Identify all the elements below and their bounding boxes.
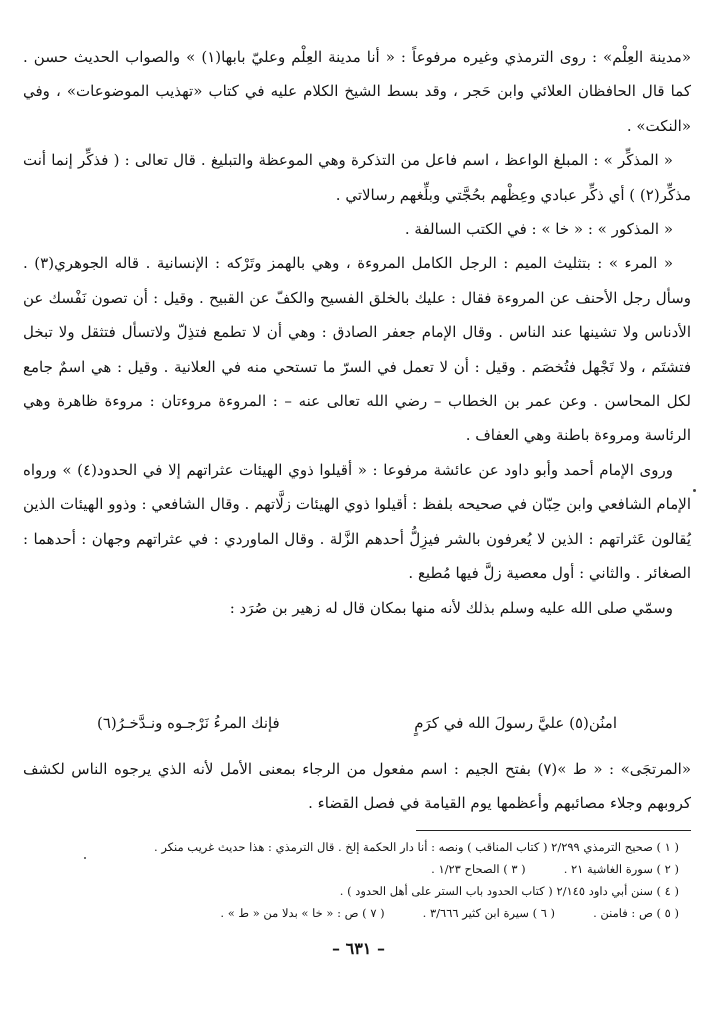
paragraph-hadith-aqilu: وروى الإمام أحمد وأبو داود عن عائشة مرفوعا : « أقيلوا ذوي الهيئات عثراتهم إلا في الحدود(٤) » ورواه الإمام الشافعي وابن حِبّان في صحيحه بلفظ : أقيلوا ذوي الهيئات زلَّاتهم . وقال الشافعي : وذوو الهيئات الذين يُقالون عَثراتهم : الذين لا يُعرفون بالشر فيزِلُّ أحدهم الزَّلة . وقال الماوردي : في عثراتهم وجهان : أحدهما : الصغائر . والثاني : أول معصية زلَّ فيها مُطيع . xyxy=(23,460,691,583)
paragraph-verse-intro: وسمّي صلى الله عليه وسلم بذلك لأنه منها بمكان قال له زهير بن صُرَد : xyxy=(229,598,673,617)
poetry-verse xyxy=(97,708,617,738)
entry-al-madhkur: « المذكور » : « خا » : في الكتب السالفة . xyxy=(404,220,673,239)
page-number: – ٦٣١ – xyxy=(332,939,385,958)
footnote-2: ( ٢ ) سورة الغاشية ٢١ . xyxy=(563,862,679,876)
entry-al-mudhakkir: « المذكِّر » : المبلغ الواعظ ، اسم فاعل من التذكرة وهي الموعظة والتبليغ . قال تعالى : ( فذكِّر إنما أنت مذكِّر(٢) ) أي ذكِّر عبادي وعِظْهم بحُجَّتي وبلِّغهم رسالاتي . xyxy=(23,151,691,204)
footnote-3: ( ٣ ) الصحاح ١/٢٣ . xyxy=(431,862,526,876)
scan-speck xyxy=(84,857,86,859)
verse-second-hemistich: فإنك المرءُ نَرْجـوه ونـدَّخـرُ(٦) xyxy=(97,714,280,732)
footnote-1: ( ١ ) صحيح الترمذي ٢/٢٩٩ ( كتاب المناقب ) ونصه : أنا دار الحكمة إلخ . قال الترمذي : هذا حديث غريب منكر . xyxy=(154,840,679,854)
main-text xyxy=(23,40,691,625)
entry-al-murtaja-text: «المرتجَى» : « ط »(٧) بفتح الجيم : اسم مفعول من الرجاء بمعنى الأمل لأنه الذي يرجوه الناس لكشف كروبهم وجلاء مصائبهم وأعظمها يوم القيامة في فصل القضاء . xyxy=(23,760,691,813)
entry-madinat-al-ilm: «مدينة العِلْم» : روى الترمذي وغيره مرفوعاً : « أنا مدينة العِلْم وعليّ بابها(١) » والصواب الحديث حسن . كما قال الحافظان العلائي وابن حَجر ، وقد بسط الشيخ الكلام عليه في كتاب «تهذيب الموضوعات» ، وفي «النكت» . xyxy=(23,48,691,135)
footnote-6: ( ٦ ) سيرة ابن كثير ٣/٦٦٦ . xyxy=(422,906,556,920)
footnotes xyxy=(39,836,679,924)
verse-first-hemistich: امنُن(٥) عليَّ رسولَ الله في كرَمٍ xyxy=(414,714,617,732)
entry-al-murtaja xyxy=(23,752,691,821)
footnote-divider xyxy=(416,830,691,831)
scan-speck xyxy=(693,489,696,492)
footnote-4: ( ٤ ) سنن أبي داود ٢/١٤٥ ( كتاب الحدود باب الستر على أهل الحدود ) . xyxy=(339,884,679,898)
footnote-5: ( ٥ ) ص : فامنن . xyxy=(593,906,679,920)
footnote-7: ( ٧ ) ص : « خا » بدلا من « ط » . xyxy=(220,906,385,920)
entry-al-mar: « المرء » : بتثليث الميم : الرجل الكامل المروءة ، وهي بالهمز وتَرْكه : الإنسانية . قاله الجوهري(٣) . وسأل رجل الأحنف عن المروءة فقال : عليك بالخلق الفسيح والكفّ عن القبيح . وقيل : أن تصون نَفْسك عن الأدناس ولا تشينها عند الناس . وقال الإمام جعفر الصادق : وهي أن لا تطمع فتذِلّ ولاتسأل فتثقل ولا تبخل فتشتَم ، ولا تَجْهل فتُخصَم . وقيل : أن لا تعمل في السرّ ما تستحي منه في العلانية . وقيل : هي اسمٌ جامع لكل المحاسن . وعن عمر بن الخطاب – رضي الله تعالى عنه – : المروءة مروءتان : مروءة ظاهرة وهي الرئاسة ومروءة باطنة وهي العفاف . xyxy=(23,254,692,445)
